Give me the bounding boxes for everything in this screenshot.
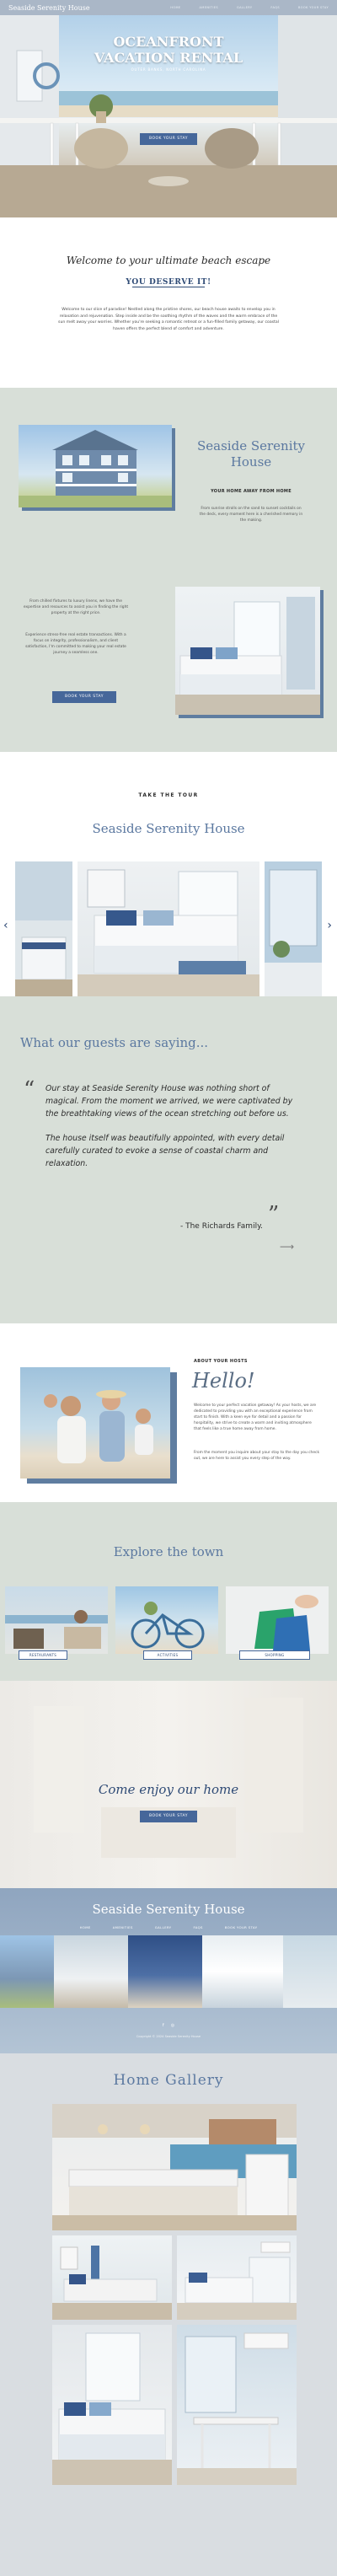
- nav-home[interactable]: HOME: [170, 6, 181, 9]
- gallery-living-photo[interactable]: [52, 2235, 172, 2320]
- footer-photo-3: [128, 1935, 202, 2008]
- welcome-body: Welcome to our slice of paradise! Nestled along the pristine shores, our beach house awaits to envelop you in relaxation and rejuvenation. Step inside and be the soothing rhythm of the waves and the warm embrace of the sun melt away your worries. Whether you're seeking a romantic retreat or a fun-filled family getaway, our coastal haven offers the perfect blend of comfort and adventure.: [58, 308, 279, 331]
- footer-photo-4: [202, 1935, 283, 2008]
- tour-section: [0, 752, 337, 996]
- welcome-section: [0, 217, 337, 388]
- hosts-para-2: From the moment you inquire about your stay to the day you check out, we are here to assist you every step of the way.: [194, 1451, 319, 1461]
- nav-gallery[interactable]: GALLERY: [237, 6, 253, 9]
- nav-amenities[interactable]: AMENITIES: [199, 6, 218, 9]
- tour-next-arrow[interactable]: ›: [327, 919, 332, 932]
- footer-photo-1: [0, 1935, 54, 2008]
- seaside-para-2: Experience stress-free real estate transactions. With a focus on integrity, professionalism, and client satisfaction, I'm committed to making your real estate journey a seamless one.: [25, 633, 126, 655]
- tour-prev-arrow[interactable]: ‹: [3, 919, 8, 932]
- hosts-section: [0, 1323, 337, 1502]
- footer-nav-faqs[interactable]: FAQS: [193, 1925, 203, 1929]
- seaside-intro: From sunrise strolls on the sand to sunset cocktails on the deck, every moment here is a cherished memory in the making.: [199, 507, 303, 523]
- enjoy-title: Come enjoy our home: [98, 1782, 239, 1797]
- quote-close-icon: ”: [268, 1202, 280, 1227]
- footer-photo-strip: [0, 1935, 337, 2008]
- footer-nav-book[interactable]: BOOK YOUR STAY: [224, 1925, 258, 1929]
- gallery-kitchen-photo[interactable]: [52, 2104, 297, 2230]
- nav-faqs[interactable]: FAQS: [270, 6, 280, 9]
- hosts-greeting: Hello!: [192, 1369, 255, 1393]
- seaside-title: Seaside Serenity House: [197, 438, 305, 470]
- bedroom-photo: [175, 587, 320, 715]
- welcome-subheading: YOU DESERVE IT!: [126, 278, 211, 287]
- tour-kicker: TAKE THE TOUR: [138, 792, 199, 798]
- gallery-title: Home Gallery: [113, 2072, 224, 2089]
- activities-tag[interactable]: ACTIVITIES: [143, 1650, 192, 1660]
- review-text: Our stay at Seaside Serenity House was nothing short of magical. From the moment we arrived, we were captivated by the breathtaking views of the ocean stretching out before us. The house itself was beautifully appointed, with every detail carefully curated to evoke a sense of coastal charm and relaxation.: [45, 1084, 293, 1168]
- reviews-title: What our guests are saying...: [20, 1035, 209, 1050]
- hero-subtitle: OUTER BANKS, NORTH CAROLINA: [131, 67, 206, 72]
- brand-logo[interactable]: Seaside Serenity House: [8, 3, 90, 12]
- facebook-icon[interactable]: f: [162, 2023, 164, 2028]
- explore-section: [0, 1502, 337, 1681]
- tour-title: Seaside Serenity House: [92, 821, 245, 836]
- hosts-kicker: ABOUT YOUR HOSTS: [194, 1359, 248, 1364]
- review-next-arrow[interactable]: ⟶: [280, 1241, 295, 1253]
- footer-title: Seaside Serenity House: [92, 1902, 245, 1917]
- restaurants-tag[interactable]: RESTAURANTS: [19, 1650, 67, 1660]
- seaside-section: [0, 388, 337, 752]
- footer-nav-amenities[interactable]: AMENITIES: [112, 1925, 133, 1929]
- copyright-text: Copyright © 2024 Seaside Serenity House: [136, 2035, 201, 2038]
- nav-book-your-stay[interactable]: BOOK YOUR STAY: [297, 6, 329, 9]
- hero-porch-image: [0, 0, 337, 217]
- seaside-book-button[interactable]: BOOK YOUR STAY: [52, 691, 116, 703]
- activities-photo[interactable]: [115, 1586, 218, 1654]
- hosts-para-1: Welcome to your perfect vacation getaway! As your hosts, we are dedicated to providing you with an exceptional experience from start to finish. With a keen eye for detail and a passion for hospitality, we strive to create a warm and inviting atmosphere that feels like a true home away from home.: [194, 1403, 317, 1431]
- hosts-family-photo: [20, 1367, 170, 1479]
- instagram-icon[interactable]: ◎: [170, 2023, 175, 2028]
- restaurants-photo[interactable]: [5, 1586, 108, 1654]
- explore-title: Explore the town: [113, 1544, 224, 1559]
- review-author: - The Richards Family.: [180, 1222, 263, 1231]
- gallery-dining-photo[interactable]: [177, 2325, 297, 2485]
- seaside-para-1: From chilled fixtures to luxury linens, we have the expertise and resources to assist you in finding the right property at the right price.: [23, 599, 129, 615]
- shopping-photo[interactable]: [226, 1586, 329, 1654]
- tour-slide-1[interactable]: [15, 861, 72, 996]
- footer-photo-5: [283, 1935, 337, 2008]
- hero-book-button[interactable]: BOOK YOUR STAY: [140, 133, 197, 145]
- welcome-heading: Welcome to your ultimate beach escape: [66, 255, 271, 266]
- footer-nav-gallery[interactable]: GALLERY: [154, 1925, 172, 1929]
- gallery-master-photo[interactable]: [52, 2325, 172, 2485]
- main-nav: [170, 6, 329, 9]
- seaside-tagline: YOUR HOME AWAY FROM HOME: [211, 489, 292, 494]
- house-exterior-photo: [19, 425, 172, 507]
- hero-title: OCEANFRONT VACATION RENTAL: [94, 34, 243, 66]
- shopping-tag[interactable]: SHOPPING: [239, 1650, 310, 1660]
- enjoy-section: [0, 1681, 337, 1888]
- footer-section: [0, 1888, 337, 2053]
- tour-slide-2[interactable]: [78, 861, 259, 996]
- social-links: [0, 2023, 337, 2028]
- footer-nav: [0, 1925, 337, 1929]
- enjoy-book-button[interactable]: BOOK YOUR STAY: [140, 1811, 197, 1822]
- top-navigation-bar: [0, 0, 337, 15]
- gallery-bedroom-photo[interactable]: [177, 2235, 297, 2320]
- footer-photo-2: [54, 1935, 128, 2008]
- footer-nav-home[interactable]: HOME: [79, 1925, 91, 1929]
- gallery-section: [0, 2053, 337, 2576]
- hero-section: [0, 0, 337, 217]
- quote-open-icon: “: [24, 1077, 35, 1103]
- tour-slide-3[interactable]: [265, 861, 322, 996]
- reviews-section: [0, 996, 337, 1323]
